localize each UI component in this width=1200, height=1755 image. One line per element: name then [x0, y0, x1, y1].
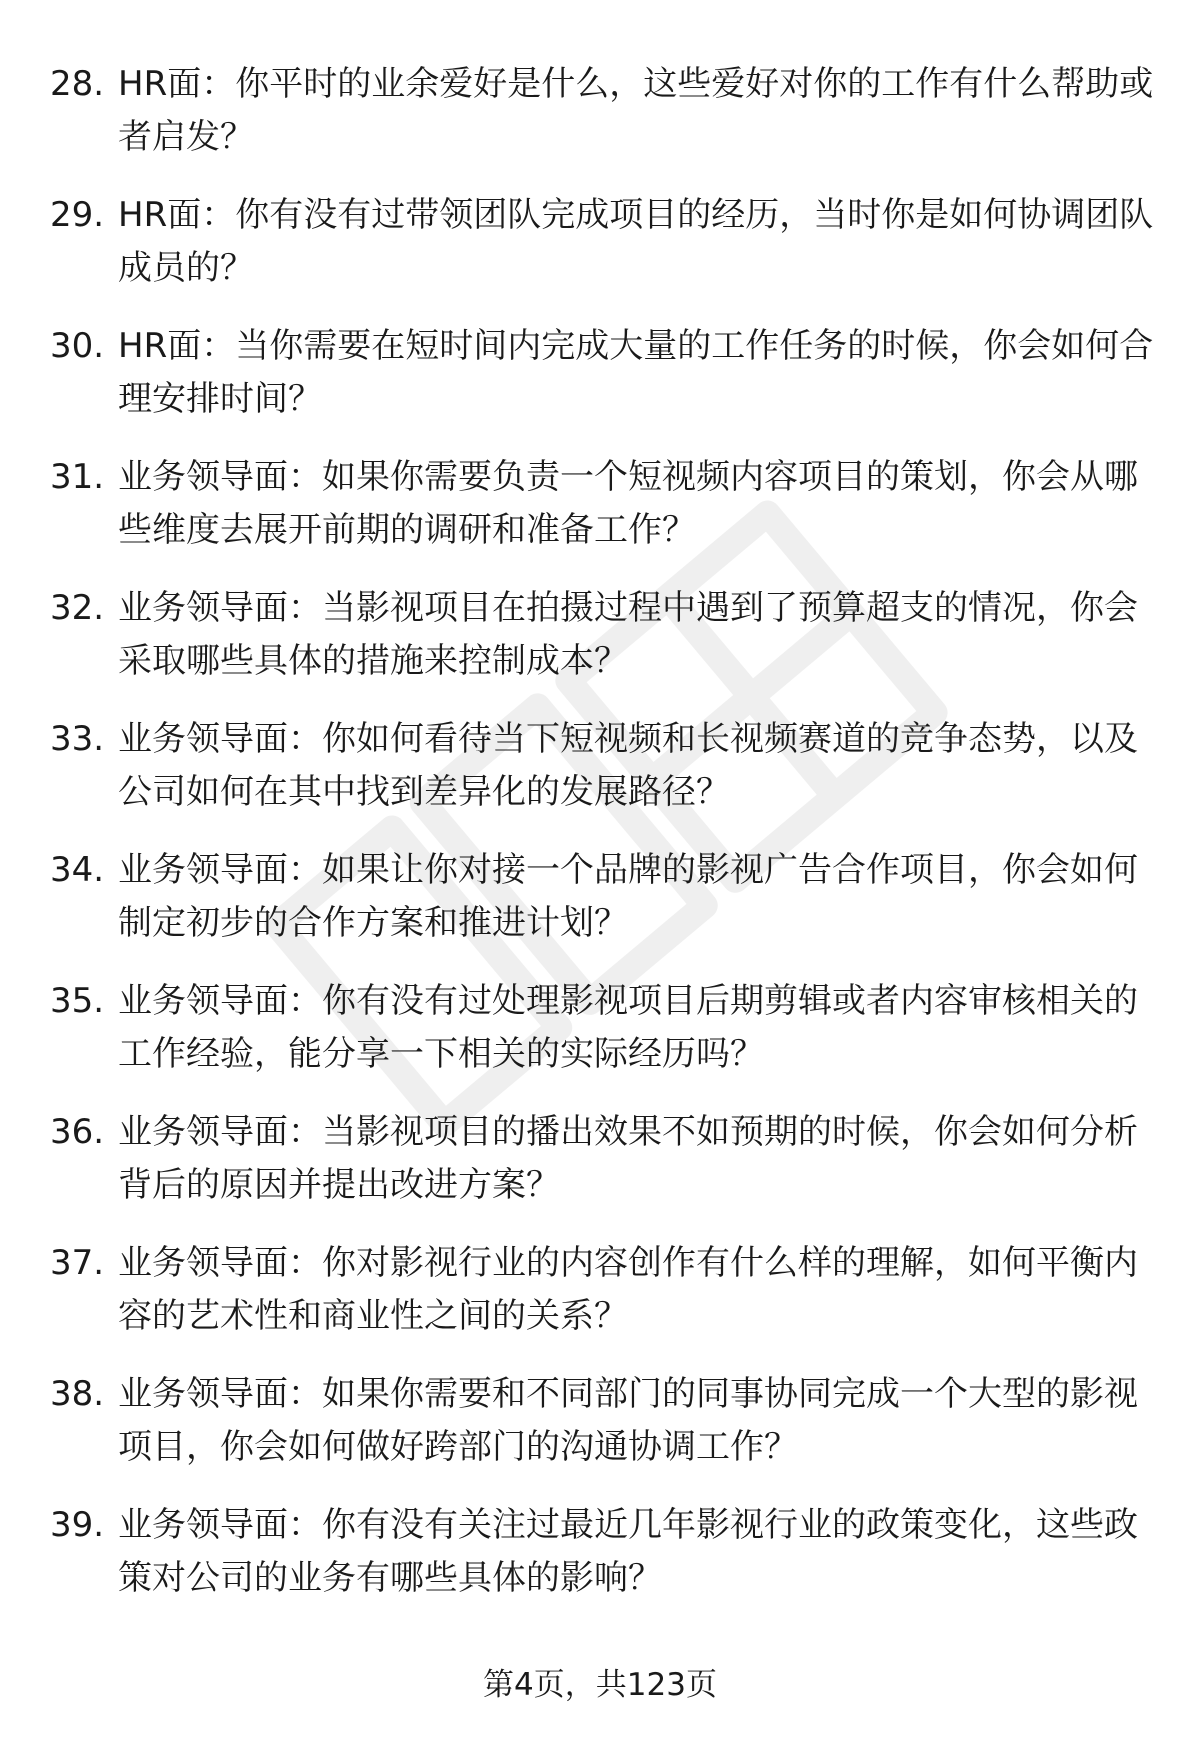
question-text: 业务领导面：你对影视行业的内容创作有什么样的理解，如何平衡内容的艺术性和商业性之间的关系？: [118, 1243, 1138, 1336]
question-number: 30.: [50, 326, 105, 366]
question-number: 32.: [50, 588, 105, 628]
question-number: 37.: [50, 1243, 105, 1283]
question-item: [50, 58, 1160, 189]
question-number: 28.: [50, 64, 105, 104]
question-text: 业务领导面：你如何看待当下短视频和长视频赛道的竞争态势，以及公司如何在其中找到差异化的发展路径？: [118, 719, 1138, 812]
question-text: 业务领导面：当影视项目在拍摄过程中遇到了预算超支的情况，你会采取哪些具体的措施来控制成本？: [118, 588, 1138, 681]
question-text: HR面：当你需要在短时间内完成大量的工作任务的时候，你会如何合理安排时间？: [118, 326, 1154, 419]
question-number: 36.: [50, 1112, 105, 1152]
question-item: [50, 844, 1160, 975]
question-text: 业务领导面：当影视项目的播出效果不如预期的时候，你会如何分析背后的原因并提出改进方案？: [118, 1112, 1138, 1205]
page-indicator: 第4页，共123页: [483, 1667, 717, 1703]
question-number: 31.: [50, 457, 105, 497]
question-text: 业务领导面：你有没有关注过最近几年影视行业的政策变化，这些政策对公司的业务有哪些具体的影响？: [118, 1505, 1138, 1598]
question-item: [50, 320, 1160, 451]
question-text: 业务领导面：如果你需要和不同部门的同事协同完成一个大型的影视项目，你会如何做好跨部门的沟通协调工作？: [118, 1374, 1138, 1467]
question-text: 业务领导面：如果让你对接一个品牌的影视广告合作项目，你会如何制定初步的合作方案和推进计划？: [118, 850, 1138, 943]
question-text: 业务领导面：你有没有过处理影视项目后期剪辑或者内容审核相关的工作经验，能分享一下相关的实际经历吗？: [118, 981, 1138, 1074]
question-item: [50, 1368, 1160, 1499]
question-text: 业务领导面：如果你需要负责一个短视频内容项目的策划，你会从哪些维度去展开前期的调研和准备工作？: [118, 457, 1138, 550]
question-text: HR面：你平时的业余爱好是什么，这些爱好对你的工作有什么帮助或者启发？: [118, 64, 1154, 157]
question-number: 38.: [50, 1374, 105, 1414]
question-number: 39.: [50, 1505, 105, 1545]
question-list: [50, 58, 1160, 1630]
question-text: HR面：你有没有过带领团队完成项目的经历，当时你是如何协调团队成员的？: [118, 195, 1154, 288]
question-item: [50, 582, 1160, 713]
question-item: [50, 713, 1160, 844]
question-number: 29.: [50, 195, 105, 235]
question-number: 35.: [50, 981, 105, 1021]
question-number: 34.: [50, 850, 105, 890]
question-item: [50, 189, 1160, 320]
question-item: [50, 1106, 1160, 1237]
question-item: [50, 451, 1160, 582]
question-item: [50, 1499, 1160, 1630]
question-item: [50, 1237, 1160, 1368]
question-number: 33.: [50, 719, 105, 759]
question-item: [50, 975, 1160, 1106]
